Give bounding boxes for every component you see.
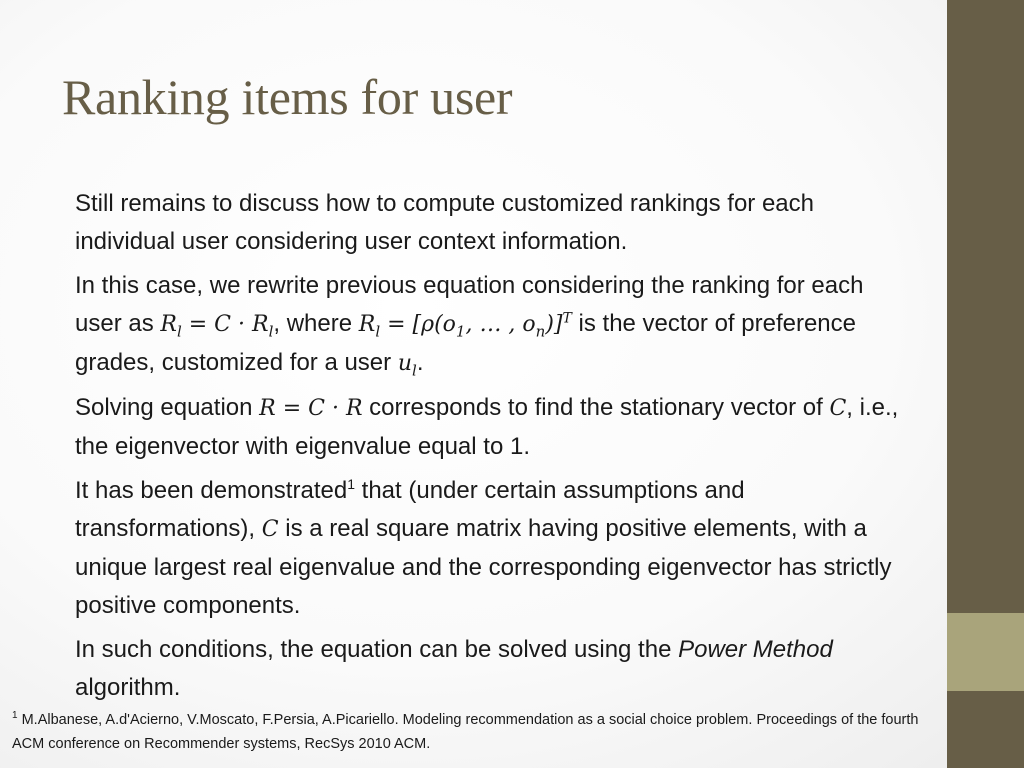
paragraph-1: Still remains to discuss how to compute customized rankings for each individual user considering user context information. — [75, 190, 814, 255]
text-span: , where — [273, 310, 359, 337]
footnote-number: 1 — [12, 710, 18, 722]
text-span: It has been demonstrated — [75, 477, 348, 504]
sidebar-accent-block — [947, 613, 1024, 691]
text-span: is the vector of preference grades, customized for a user — [75, 310, 857, 376]
equation-ul: $u_l$ — [397, 351, 417, 380]
emphasis-power-method: Power Method — [678, 636, 833, 663]
paragraph-3 — [75, 389, 905, 466]
text-span: In this case, we rewrite previous equation considering the ranking for each user as — [75, 272, 864, 337]
text-span: algorithm. — [75, 674, 181, 701]
slide-body — [75, 185, 905, 713]
slide-title: Ranking items for user — [62, 69, 513, 125]
text-span: that (under certain assumptions and transformations), — [75, 477, 745, 542]
text-span: corresponds to find the stationary vector of — [362, 394, 830, 421]
text-span: , i.e., the eigenvector with eigenvalue equal to 1. — [75, 394, 899, 460]
footnote-marker: 1 — [347, 476, 355, 492]
equation-c: C — [261, 517, 279, 542]
footnote — [12, 708, 942, 756]
equation-c: C — [829, 396, 847, 421]
text-span: In such conditions, the equation can be solved using the — [75, 636, 679, 663]
text-span: is a real square matrix having positive elements, with a unique largest real eigenvalue and the corresponding eigenvector has strictly positive components. — [75, 515, 892, 619]
equation-r: R = C · R — [259, 396, 363, 421]
sidebar-decoration — [947, 0, 1024, 768]
paragraph-5 — [75, 631, 905, 707]
paragraph-2 — [75, 267, 905, 383]
footnote-text: M.Albanese, A.d'Acierno, V.Moscato, F.Persia, A.Picariello. Modeling recommendation as a social choice problem. Proceedings of the fourth ACM conference on Recommender systems, RecSys 2010 ACM. — [12, 712, 919, 752]
equation-rl-vector: $R_l = [\rho(o_1$, … , $o_n)]^T$ — [358, 310, 572, 341]
paragraph-4 — [75, 472, 905, 625]
equation-rl: $R_l = C \cdot R_l$ — [160, 312, 274, 341]
text-span: Solving equation — [75, 394, 260, 421]
text-span: . — [416, 349, 424, 376]
